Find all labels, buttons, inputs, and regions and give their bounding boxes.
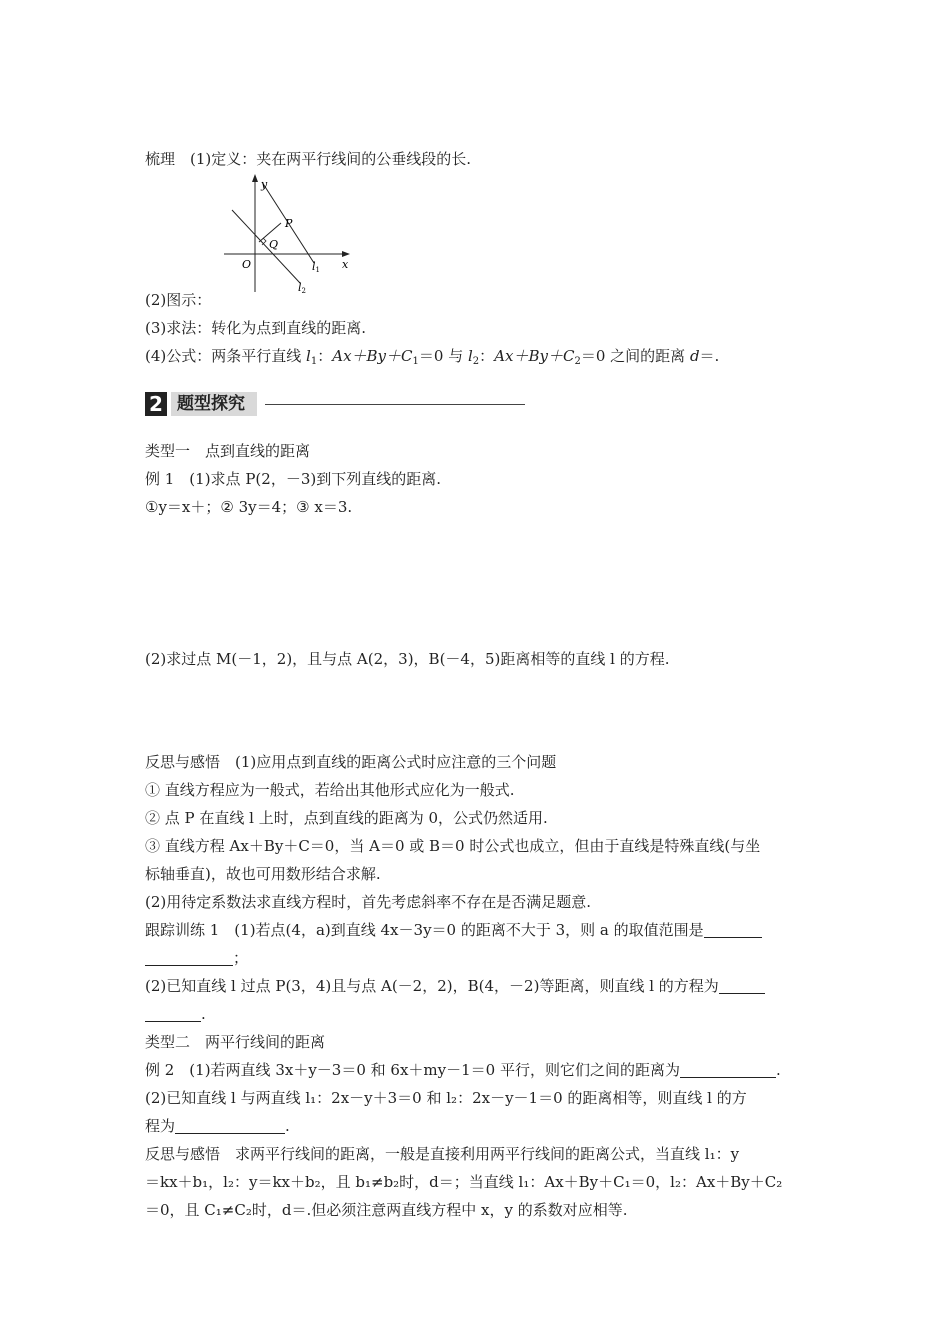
answer-blank[interactable] bbox=[145, 1006, 201, 1022]
type2-reflection-1: 反思与感悟 求两平行线间的距离，一般是直接利用两平行线间的距离公式，当直线 l₁：y bbox=[145, 1145, 740, 1163]
example1-items: ①y＝x＋；② 3y＝4；③ x＝3. bbox=[145, 498, 353, 516]
type2-reflection-2: ＝kx＋b₁，l₂：y＝kx＋b₂，且 b₁≠b₂时，d＝；当直线 l₁：Ax＋By＋C₁＝0，l₂：Ax＋By＋C₂ bbox=[145, 1173, 783, 1191]
section-number: 2 bbox=[145, 392, 167, 416]
example2-part1: 例 2 (1)若两直线 3x＋y－3＝0 和 6x＋my－1＝0 平行，则它们之间的距离为 . bbox=[145, 1061, 781, 1079]
label-y: y bbox=[261, 178, 268, 191]
example1-part2: (2)求过点 M(－1，2)，且与点 A(2，3)，B(－4，5)距离相等的直线 l 的方程. bbox=[145, 650, 670, 668]
type1-heading: 类型一 点到直线的距离 bbox=[145, 442, 311, 460]
answer-blank[interactable] bbox=[145, 950, 233, 966]
answer-blank[interactable] bbox=[704, 922, 762, 938]
example2-part2-cont: 程为 . bbox=[145, 1117, 290, 1135]
label-l1: l1 bbox=[312, 260, 320, 274]
x-axis-arrow bbox=[342, 251, 350, 257]
example1-question: 例 1 (1)求点 P(2，－3)到下列直线的距离. bbox=[145, 470, 441, 488]
label-x: x bbox=[342, 258, 349, 271]
training1-part2-cont: . bbox=[145, 1004, 206, 1024]
label-p: P bbox=[285, 217, 293, 230]
training1-part1: 跟踪训练 1 (1)若点(4，a)到直线 4x－3y＝0 的距离不大于 3，则 a 的取值范围是 bbox=[145, 920, 762, 940]
reflection-heading: 反思与感悟 (1)应用点到直线的距离公式时应注意的三个问题 bbox=[145, 753, 557, 771]
label-o: O bbox=[242, 258, 252, 271]
y-axis-arrow bbox=[252, 174, 258, 182]
answer-blank[interactable] bbox=[719, 978, 765, 994]
type2-heading: 类型二 两平行线间的距离 bbox=[145, 1033, 326, 1051]
formula-line: (4)公式：两条平行直线 $l_1$：$Ax+By+C_1=0$ 与 $l_2$：$Ax+By+C_2=0$ 之间的距离 d＝. bbox=[145, 347, 720, 367]
section-rule bbox=[265, 404, 525, 405]
training1-part2: (2)已知直线 l 过点 P(3，4)且与点 A(－2，2)，B(4，－2)等距离，则直线 l 的方程为 bbox=[145, 976, 765, 996]
diagram-caption: (2)图示： bbox=[145, 291, 212, 309]
reflection-point-3b: 标轴垂直)，故也可用数形结合求解. bbox=[145, 865, 381, 883]
type2-reflection-3: ＝0，且 C₁≠C₂时，d＝.但必须注意两直线方程中 x，y 的系数对应相等. bbox=[145, 1201, 628, 1219]
answer-blank[interactable] bbox=[680, 1062, 776, 1078]
answer-blank[interactable] bbox=[175, 1118, 285, 1134]
example2-part2: (2)已知直线 l 与两直线 l₁：2x－y＋3＝0 和 l₂：2x－y－1＝0 的距离相等，则直线 l 的方 bbox=[145, 1089, 747, 1107]
section-header bbox=[145, 392, 525, 418]
section-title: 题型探究 bbox=[171, 392, 257, 416]
label-l2: l2 bbox=[298, 281, 306, 295]
reflection-point-2: ② 点 P 在直线 l 上时，点到直线的距离为 0，公式仍然适用. bbox=[145, 809, 548, 827]
training1-part1-cont: ； bbox=[145, 948, 248, 968]
reflection-point-3a: ③ 直线方程 Ax＋By＋C＝0，当 A＝0 或 B＝0 时公式也成立，但由于直线是特殊直线(与坐 bbox=[145, 837, 761, 855]
label-q: Q bbox=[269, 238, 279, 251]
reflection-point-4: (2)用待定系数法求直线方程时，首先考虑斜率不存在是否满足题意. bbox=[145, 893, 592, 911]
definition-line: 梳理 (1)定义：夹在两平行线间的公垂线段的长. bbox=[145, 150, 472, 168]
reflection-point-1: ① 直线方程应为一般式，若给出其他形式应化为一般式. bbox=[145, 781, 515, 799]
method-line: (3)求法：转化为点到直线的距离. bbox=[145, 319, 367, 337]
parallel-lines-diagram bbox=[222, 170, 357, 295]
